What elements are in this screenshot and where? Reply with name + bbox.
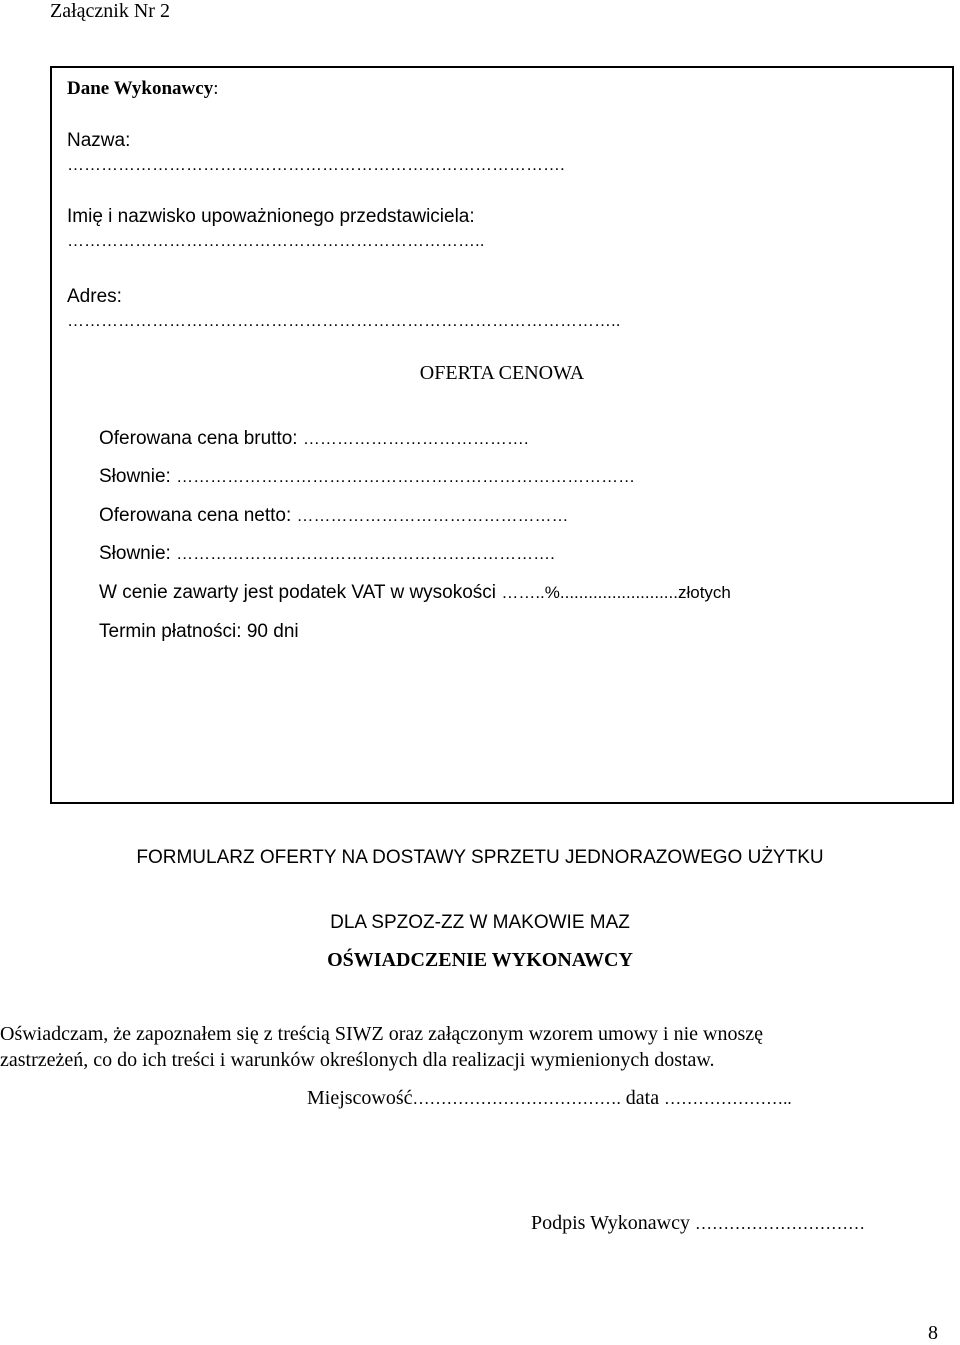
offer-title: OFERTA CENOWA [419, 362, 585, 384]
vat-fill[interactable]: ……..%.........................złotych [501, 583, 731, 602]
gross-words-row: Słownie: ……………………………………………………………………… [99, 466, 636, 487]
signature-fill[interactable]: ………………………… [694, 1214, 865, 1233]
contractor-offer-box [50, 66, 954, 804]
gross-words-fill[interactable]: ……………………………………………………………………… [176, 467, 636, 486]
page-number: 8 [928, 1322, 938, 1344]
contractor-heading: Dane Wykonawcy: [67, 78, 219, 99]
name-fill-line[interactable]: ……………………………………………………………………………. [67, 155, 565, 174]
representative-label: Imię i nazwisko upoważnionego przedstawiciela: [67, 206, 475, 227]
declaration-title: OŚWIADCZENIE WYKONAWCY [327, 949, 633, 971]
declaration-line2: zastrzeżeń, co do ich treści i warunków określonych dla realizacji wymienionych dostaw. [0, 1049, 715, 1071]
form-title-line1: FORMULARZ OFERTY NA DOSTAWY SPRZETU JEDNORAZOWEGO UŻYTKU [136, 847, 824, 868]
vat-row: W cenie zawarty jest podatek VAT w wysokości ……..%.........................złotych [99, 582, 731, 603]
gross-price-row: Oferowana cena brutto: …………………………………. [99, 428, 529, 449]
place-fill[interactable]: ………………………………. [412, 1089, 621, 1108]
name-label: Nazwa: [67, 130, 131, 151]
declaration-line1: Oświadczam, że zapoznałem się z treścią SIWZ oraz załączonym wzorem umowy i nie wnoszę [0, 1023, 763, 1045]
date-fill[interactable]: ………………….. [664, 1089, 792, 1108]
net-words-row: Słownie: …………………………………………………………. [99, 543, 555, 564]
net-price-row: Oferowana cena netto: ………………………………………… [99, 505, 569, 526]
address-fill-line[interactable]: …………………………………………………………………………………….. [67, 311, 621, 330]
net-words-fill[interactable]: …………………………………………………………. [176, 544, 555, 563]
representative-fill-line[interactable]: ……………………………………………………………….. [67, 231, 485, 250]
place-date-row: Miejscowość………………………………. data ………………….. [307, 1087, 792, 1109]
payment-term: Termin płatności: 90 dni [99, 621, 299, 642]
form-title-line2: DLA SPZOZ-ZZ W MAKOWIE MAZ [330, 912, 630, 933]
address-label: Adres: [67, 286, 122, 307]
signature-row: Podpis Wykonawcy ………………………… [531, 1212, 865, 1234]
annex-label: Załącznik Nr 2 [50, 0, 170, 22]
gross-price-fill[interactable]: …………………………………. [302, 429, 529, 448]
net-price-fill[interactable]: ………………………………………… [296, 506, 569, 525]
